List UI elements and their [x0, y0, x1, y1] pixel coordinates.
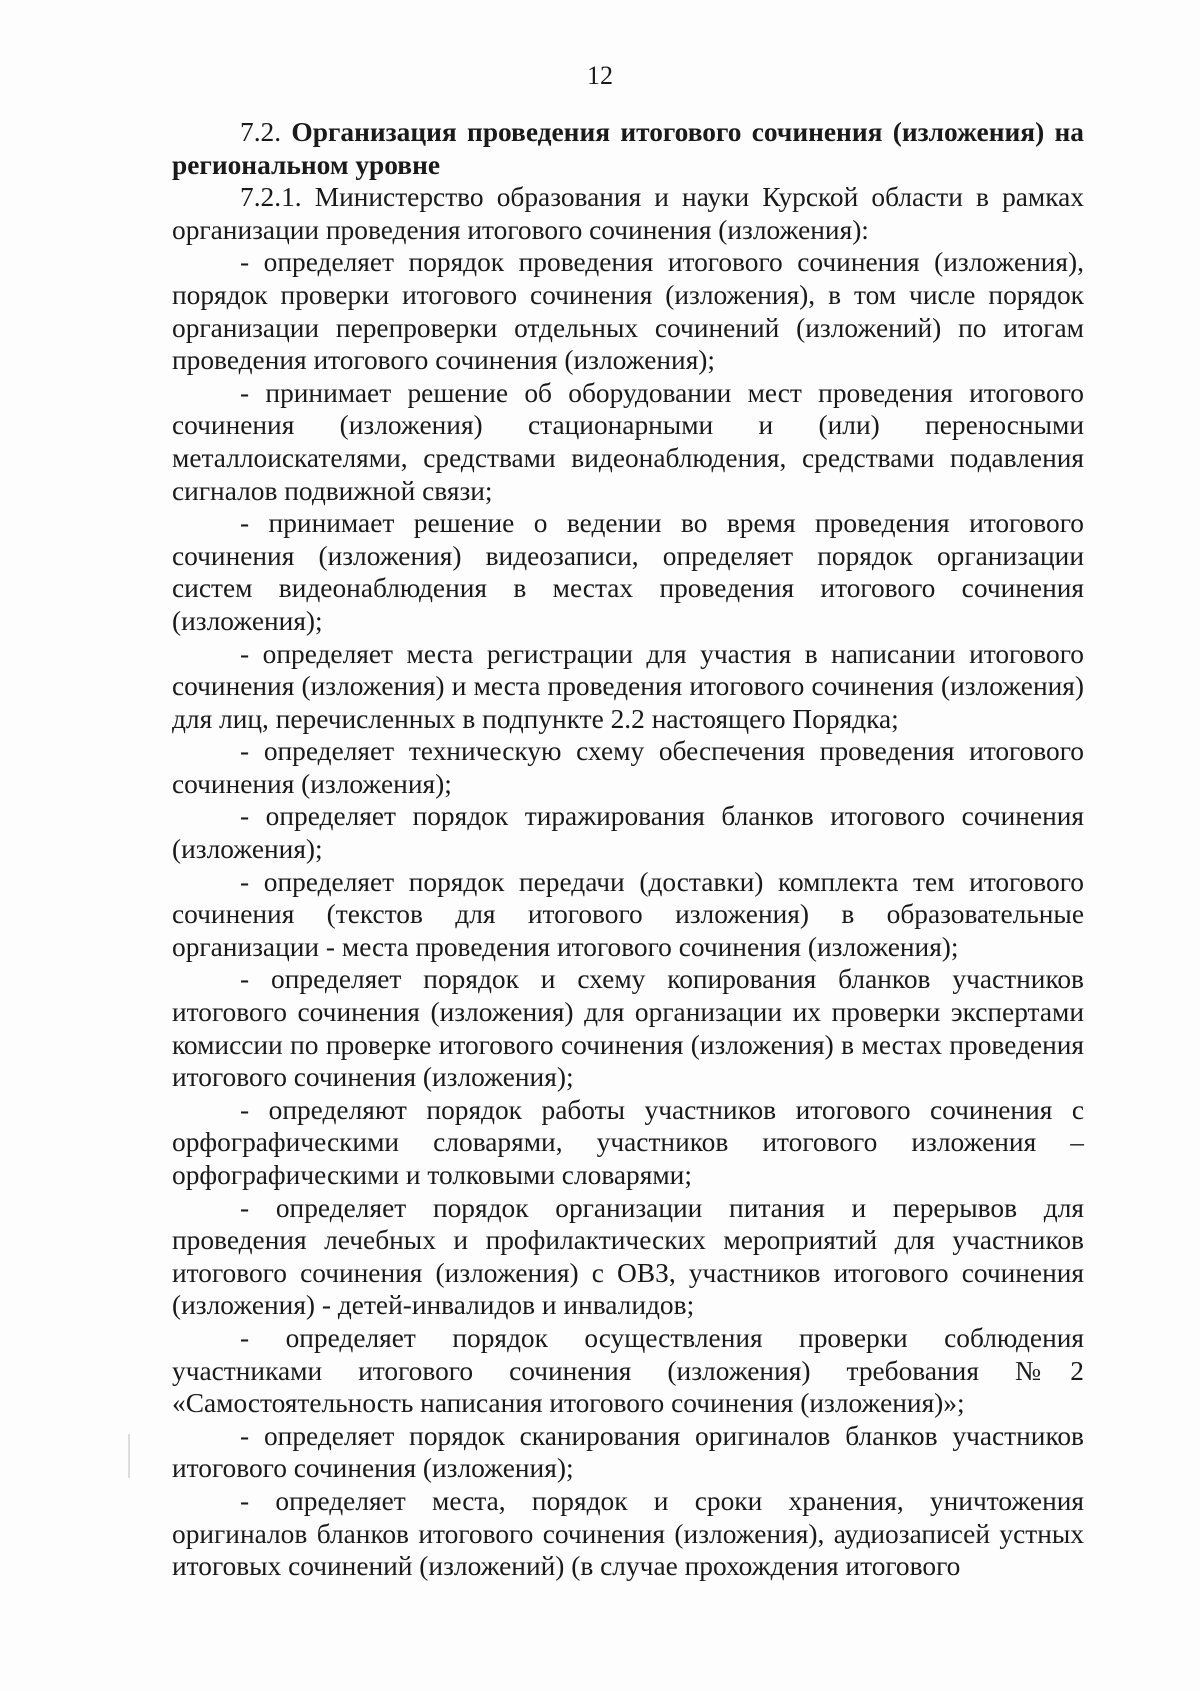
list-item: - определяет порядок осуществления проверки соблюдения участниками итогового сочинения (изложения) требования №2 «Самостоятельность написания итогового сочинения (изложения)»;	[172, 1322, 1084, 1419]
scan-artifact	[128, 1434, 130, 1478]
list-item: - определяют порядок работы участников итогового сочинения с орфографическими словарями, участников итогового изложения – орфографическими и толковыми словарями;	[172, 1094, 1084, 1190]
list-item: - определяет порядок передачи (доставки) комплекта тем итогового сочинения (текстов для итогового изложения) в образовательные организации - места проведения итогового сочинения (изложения);	[172, 866, 1084, 962]
list-item: - определяет порядок организации питания и перерывов для проведения лечебных и профилактических мероприятий для участников итогового сочинения (изложения) с ОВЗ, участников итогового сочинения (изложения) - детей-инвалидов и инвалидов;	[172, 1192, 1084, 1321]
list-item: - определяет порядок и схему копирования бланков участников итогового сочинения (изложения) для организации их проверки экспертами комиссии по проверке итогового сочинения (изложения) в местах проведения итогового сочинения (изложения);	[172, 964, 1084, 1093]
list-item: - определяет места, порядок и сроки хранения, уничтожения оригиналов бланков итогового сочинения (изложения), аудиозаписей устных итоговых сочинений (изложений) (в случае прохождения итогового	[172, 1485, 1084, 1582]
list-item: - определяет места регистрации для участия в написании итогового сочинения (изложения) и места проведения итогового сочинения (изложения) для лиц, перечисленных в подпункте 2.2 настоящего Порядка;	[172, 638, 1084, 734]
section-number: 7.2.	[240, 117, 282, 147]
document-body	[172, 116, 1084, 1583]
list-item: - определяет порядок тиражирования бланков итогового сочинения (изложения);	[172, 801, 1084, 865]
intro-paragraph: 7.2.1. Министерство образования и науки Курской области в рамках организации проведения итогового сочинения (изложения):	[172, 182, 1084, 245]
page-number: 12	[587, 61, 613, 90]
section-title: Организация проведения итогового сочинения (изложения) на региональном уровне	[172, 117, 1084, 180]
list-item: - определяет техническую схему обеспечения проведения итогового сочинения (изложения);	[172, 736, 1084, 799]
section-heading	[172, 116, 1084, 181]
list-item: - принимает решение о ведении во время проведения итогового сочинения (изложения) видеозаписи, определяет порядок организации систем видеонаблюдения в местах проведения итогового сочинения (изложения);	[172, 508, 1084, 636]
list-item: - определяет порядок проведения итогового сочинения (изложения), порядок проверки итогового сочинения (изложения), в том числе порядок организации перепроверки отдельных сочинений (изложений) по итогам проведения итогового сочинения (изложения);	[172, 247, 1084, 376]
list-item: - определяет порядок сканирования оригиналов бланков участников итогового сочинения (изложения);	[172, 1420, 1084, 1484]
list-item: - принимает решение об оборудовании мест проведения итогового сочинения (изложения) стационарными и (или) переносными металлоискателями, средствами видеонаблюдения, средствами подавления сигналов подвижной связи;	[172, 377, 1084, 506]
